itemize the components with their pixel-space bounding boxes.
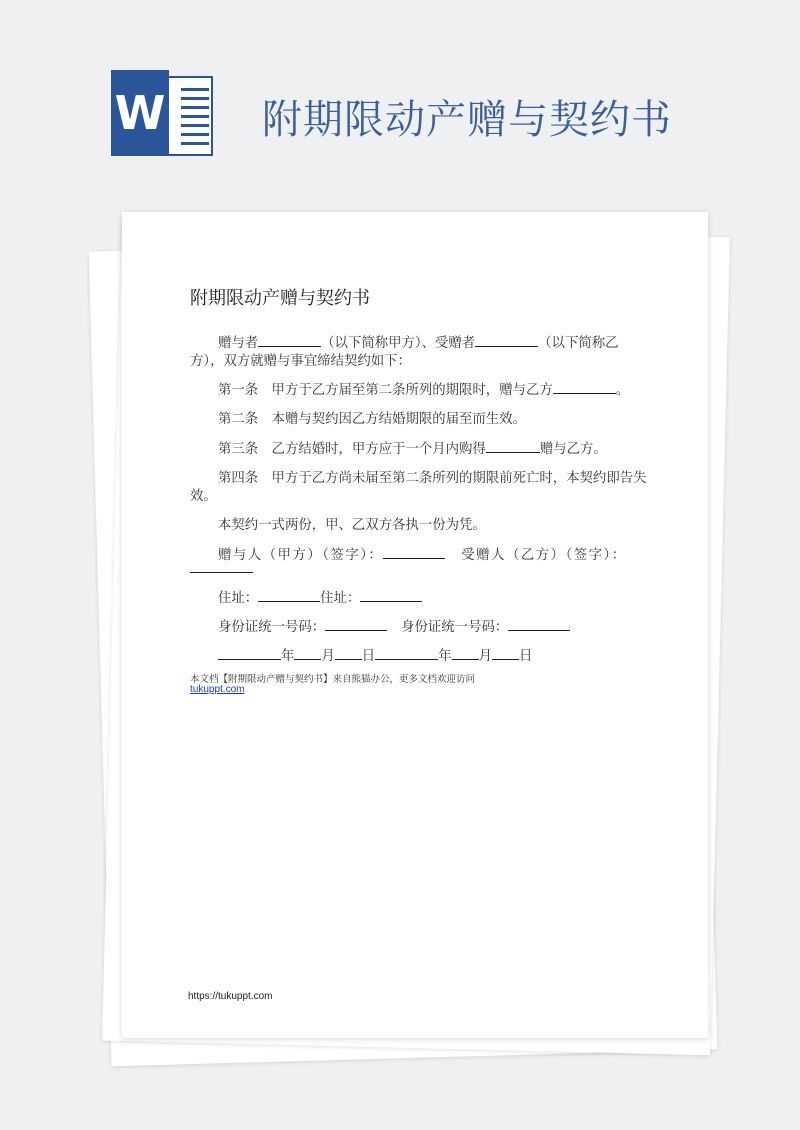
address-label-1: 住址： bbox=[218, 591, 259, 606]
day-label-2: 日 bbox=[518, 649, 533, 664]
id-blank-2[interactable] bbox=[508, 616, 570, 631]
id-label-1: 身份证统一号码： bbox=[218, 620, 326, 635]
receiver-name-blank[interactable] bbox=[475, 332, 538, 347]
article-4-line-1: 第四条 甲方于乙方尚未届至第二条所列的期限前死亡时，本契约即告失 bbox=[218, 471, 647, 486]
article-2: 第二条 本赠与契约因乙方结婚期限的届至而生效。 bbox=[218, 412, 526, 427]
month-blank-1[interactable] bbox=[294, 645, 321, 660]
article-1 bbox=[218, 379, 629, 398]
document-page bbox=[122, 212, 708, 1038]
month-label-1: 月 bbox=[321, 649, 335, 664]
receiver-signature-blank-line bbox=[190, 558, 253, 577]
footer-link[interactable]: tukuppt.com bbox=[190, 684, 245, 695]
word-letter-icon: W bbox=[111, 70, 169, 156]
id-number-line bbox=[218, 616, 570, 635]
article-3-end: 赠与乙方。 bbox=[539, 442, 607, 457]
giver-signature-label: 赠与人（甲方）（签字）： bbox=[218, 548, 384, 563]
address-blank-2[interactable] bbox=[360, 587, 422, 602]
id-label-2: 身份证统一号码： bbox=[401, 620, 509, 635]
article-4-line-2: 效。 bbox=[190, 489, 217, 504]
address-line bbox=[218, 587, 422, 606]
day-label-1: 日 bbox=[361, 649, 376, 664]
intro-giver-label: 赠与者 bbox=[218, 336, 259, 351]
article-3-text: 第三条 乙方结婚时，甲方应于一个月内购得 bbox=[218, 442, 486, 457]
year-label-2: 年 bbox=[438, 649, 452, 664]
year-label-1: 年 bbox=[281, 649, 295, 664]
address-label-2: 住址： bbox=[320, 591, 361, 606]
intro-line-1 bbox=[218, 332, 619, 351]
document-title: 附期限动产赠与契约书 bbox=[190, 288, 370, 309]
article-1-text: 第一条 甲方于乙方届至第二条所列的期限时，赠与乙方 bbox=[218, 383, 553, 398]
year-blank-2[interactable] bbox=[375, 645, 438, 660]
month-blank-2[interactable] bbox=[452, 645, 479, 660]
article-1-blank[interactable] bbox=[553, 379, 616, 394]
footer-note: 本文档【附期限动产赠与契约书】来自熊猫办公，更多文档欢迎访问 bbox=[190, 674, 476, 685]
article-3 bbox=[218, 438, 607, 457]
day-blank-2[interactable] bbox=[492, 645, 519, 660]
article-1-end: 。 bbox=[615, 383, 630, 398]
signature-line bbox=[218, 544, 627, 563]
month-label-2: 月 bbox=[478, 649, 492, 664]
intro-line-2: 方），双方就赠与事宜缔结契约如下： bbox=[190, 354, 411, 369]
word-icon bbox=[111, 70, 215, 160]
receiver-signature-blank[interactable] bbox=[190, 558, 253, 573]
bottom-url: https://tukuppt.com bbox=[188, 991, 273, 1002]
intro-suffix: （以下简称乙 bbox=[538, 336, 619, 351]
article-3-blank[interactable] bbox=[486, 438, 540, 453]
day-blank-1[interactable] bbox=[335, 645, 362, 660]
copies-clause: 本契约一式两份，甲、乙双方各执一份为凭。 bbox=[218, 518, 486, 533]
intro-receiver-label: （以下简称甲方）、受赠者 bbox=[321, 336, 476, 351]
id-blank-1[interactable] bbox=[325, 616, 387, 631]
receiver-signature-label: 受赠人（乙方）（签字）： bbox=[461, 548, 627, 563]
giver-signature-blank[interactable] bbox=[383, 544, 445, 559]
year-blank-1[interactable] bbox=[218, 645, 281, 660]
date-line bbox=[218, 645, 532, 664]
page-title: 附期限动产赠与契约书 bbox=[262, 97, 672, 143]
giver-name-blank[interactable] bbox=[258, 332, 321, 347]
address-blank-1[interactable] bbox=[258, 587, 320, 602]
